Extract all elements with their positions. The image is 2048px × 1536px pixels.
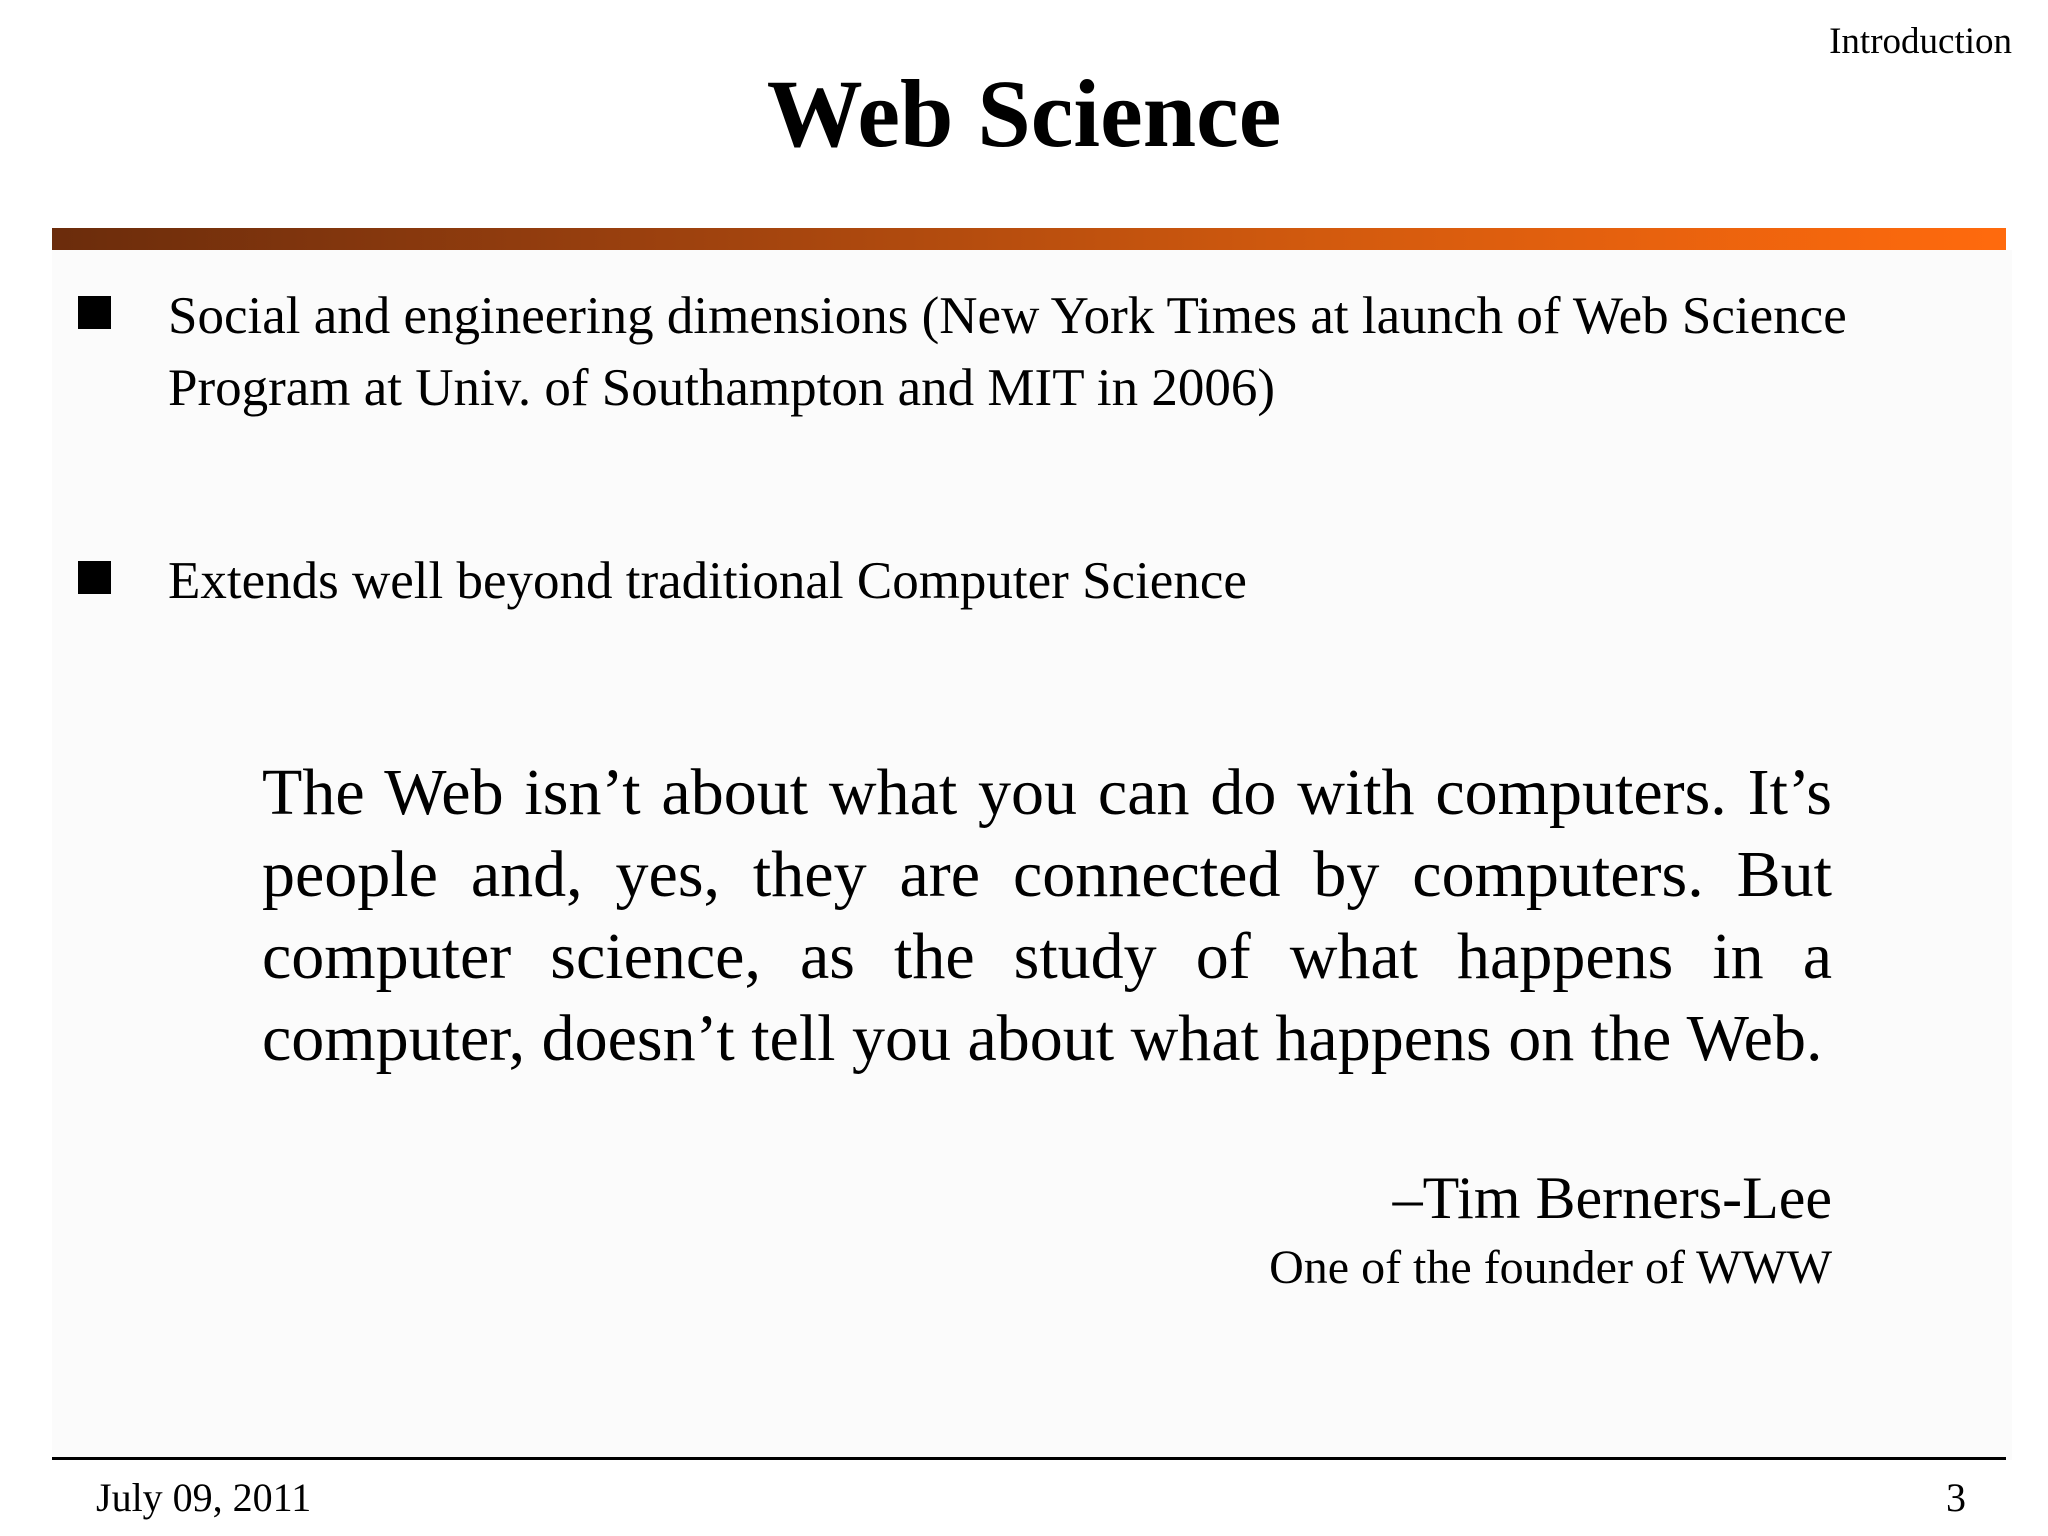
page-number: 3 <box>1946 1475 1966 1520</box>
slide-title: Web Science <box>766 60 1282 167</box>
quote-author: –Tim Berners-Lee <box>1392 1165 1832 1231</box>
bullet-text: Social and engineering dimensions (New York Times at launch of Web Science Program at Univ. of Southampton and MIT in 2006) <box>168 287 1847 417</box>
quote-text: The Web isn’t about what you can do with computers. It’s people and, yes, they are connected by computers. But computer science, as the study of what happens in a computer, doesn’t tell you about what happens on the Web. <box>262 756 1832 1075</box>
square-bullet-icon <box>78 296 111 329</box>
quote-author-role: One of the founder of WWW <box>1269 1241 1832 1294</box>
section-label: Introduction <box>1829 21 2012 62</box>
square-bullet-icon <box>78 561 111 594</box>
title-accent-bar <box>52 228 2006 250</box>
bullet-text: Extends well beyond traditional Computer Science <box>168 552 1247 610</box>
footer-date: July 09, 2011 <box>96 1475 312 1520</box>
footer-divider <box>52 1457 2006 1460</box>
